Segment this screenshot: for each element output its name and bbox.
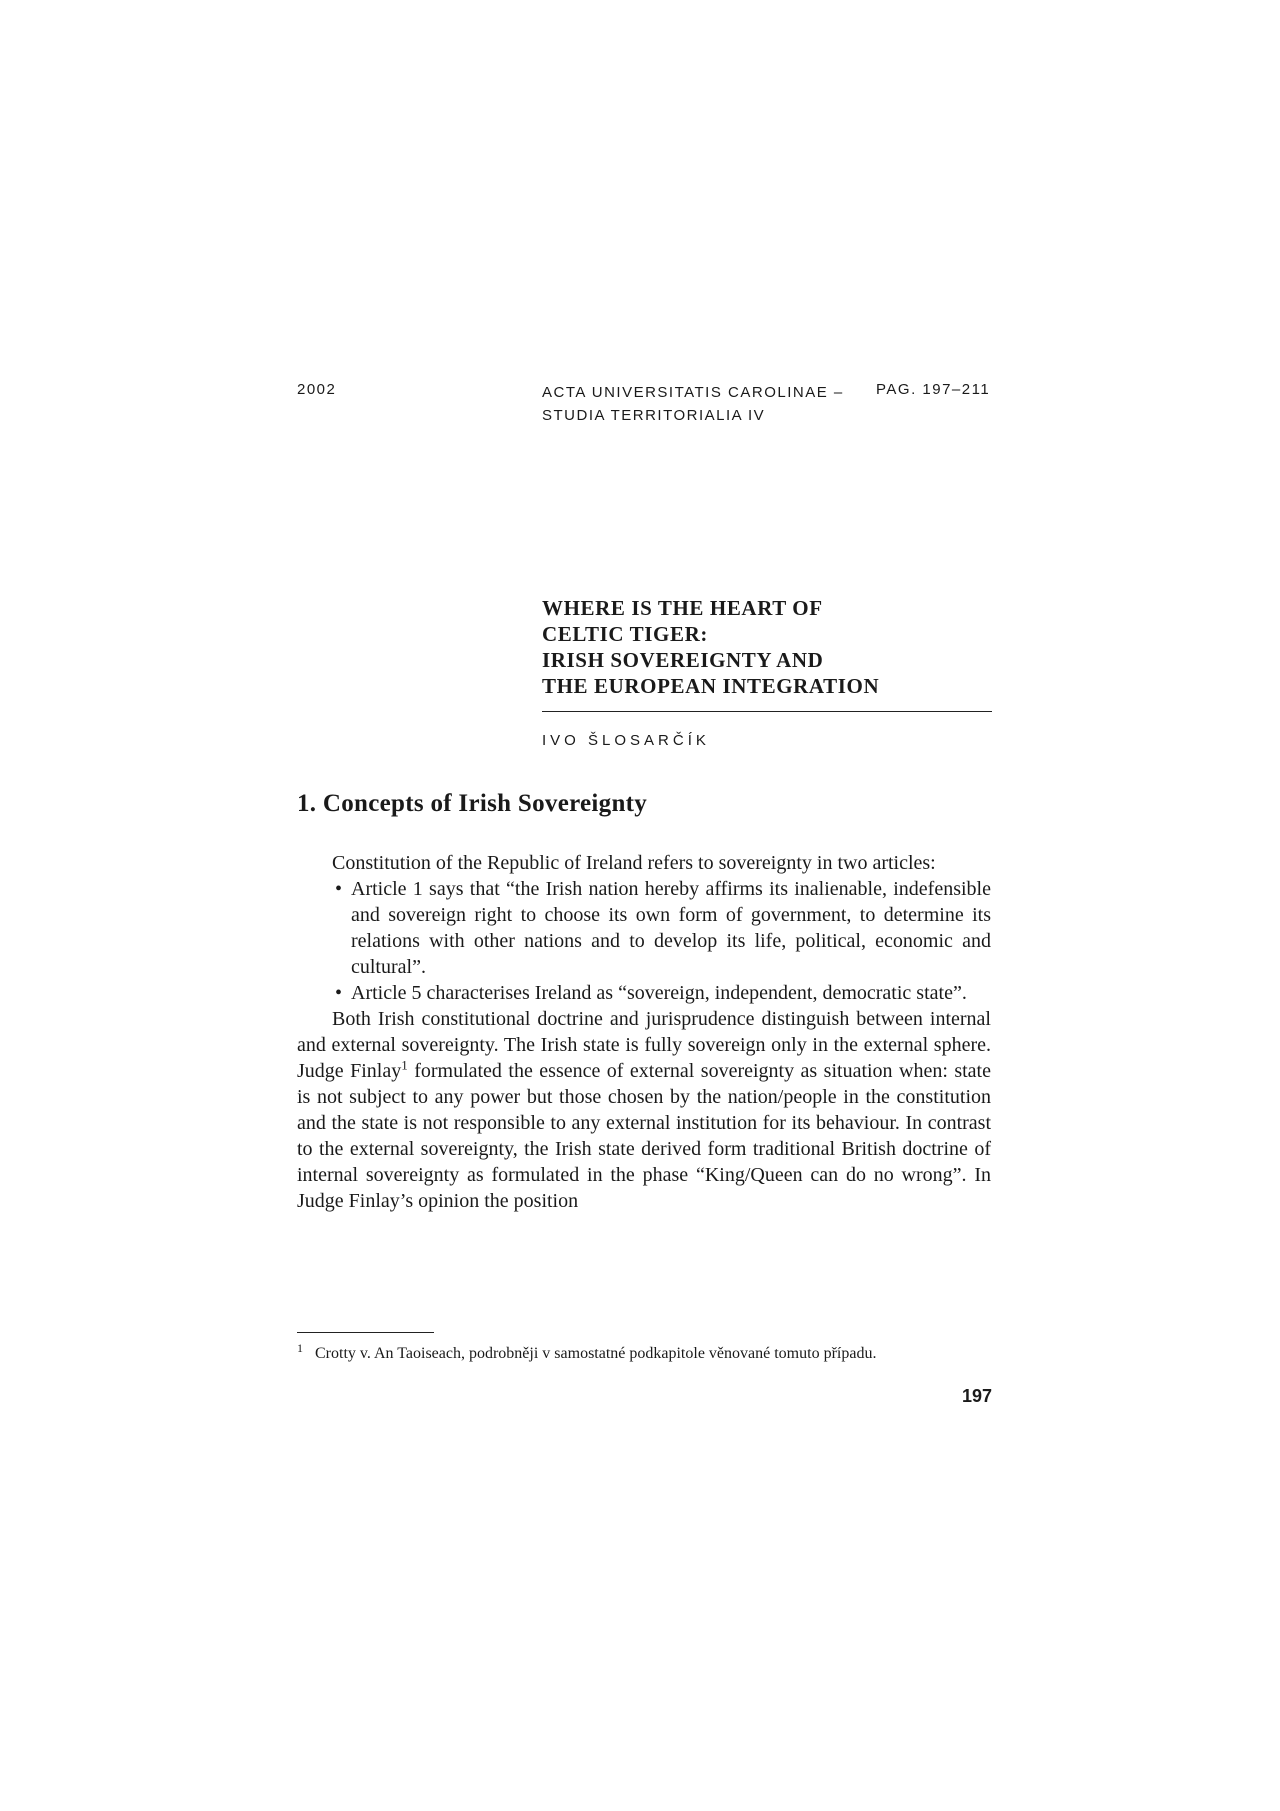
title-line-4: THE EUROPEAN INTEGRATION	[542, 674, 880, 698]
intro-paragraph: Constitution of the Republic of Ireland refers to sovereignty in two articles:	[332, 852, 936, 874]
body-text	[297, 850, 991, 1214]
title-line-2: CELTIC TIGER:	[542, 622, 708, 646]
header-pages: PAG. 197–211	[876, 381, 991, 398]
author-name: IVO ŠLOSARČÍK	[542, 732, 710, 749]
section-heading: 1. Concepts of Irish Sovereignty	[297, 790, 648, 817]
article-list	[297, 876, 991, 1006]
paragraph	[297, 1006, 991, 1214]
title-line-1: WHERE IS THE HEART OF	[542, 596, 823, 620]
paragraph-text: Both Irish constitutional doctrine and jurisprudence distinguish between internal and external sovereignty. The Irish state is fully sovereign only in the external sphere. Judge Finlay	[297, 1008, 991, 1082]
page-number: 197	[961, 1386, 992, 1406]
title-divider	[542, 711, 992, 712]
article-title	[542, 595, 992, 699]
bullet-icon: •	[335, 982, 343, 1004]
header-journal	[542, 381, 844, 427]
bullet-icon: •	[335, 878, 343, 900]
footnote: 1 Crotty v. An Taoiseach, podrobněji v samostatné podkapitole věnované tomuto případu.	[297, 1340, 877, 1362]
header-journal-line1: ACTA UNIVERSITATIS CAROLINAE –	[542, 384, 844, 401]
list-item	[335, 980, 991, 1006]
header-year: 2002	[297, 381, 337, 398]
title-line-3: IRISH SOVEREIGNTY AND	[542, 648, 824, 672]
header-journal-line2: STUDIA TERRITORIALIA IV	[542, 407, 766, 424]
footnote-reference[interactable]: 1	[401, 1057, 408, 1073]
paragraph-text: formulated the essence of external sovereignty as situation when: state is not subject to any power but those chosen by the nation/people in the constitution and the state is not responsible to any external institution for its behaviour. In contrast to the external sovereignty, the Irish state derived form traditional British doctrine of internal sovereignty as formulated in the phase “King/Queen can do no wrong”. In Judge Finlay’s opinion the position	[297, 1060, 991, 1212]
list-item-text: Article 5 characterises Ireland as “sovereign, independent, democratic state”.	[351, 982, 967, 1004]
footnote-text: Crotty v. An Taoiseach, podrobněji v samostatné podkapitole věnované tomuto případu.	[315, 1345, 877, 1362]
list-item-text: Article 1 says that “the Irish nation hereby affirms its inalienable, indefensible and sovereign right to choose its own form of government, to determine its relations with other nations and to develop its life, political, economic and cultural”.	[351, 878, 991, 978]
list-item	[335, 876, 991, 980]
footnote-divider	[297, 1332, 434, 1333]
